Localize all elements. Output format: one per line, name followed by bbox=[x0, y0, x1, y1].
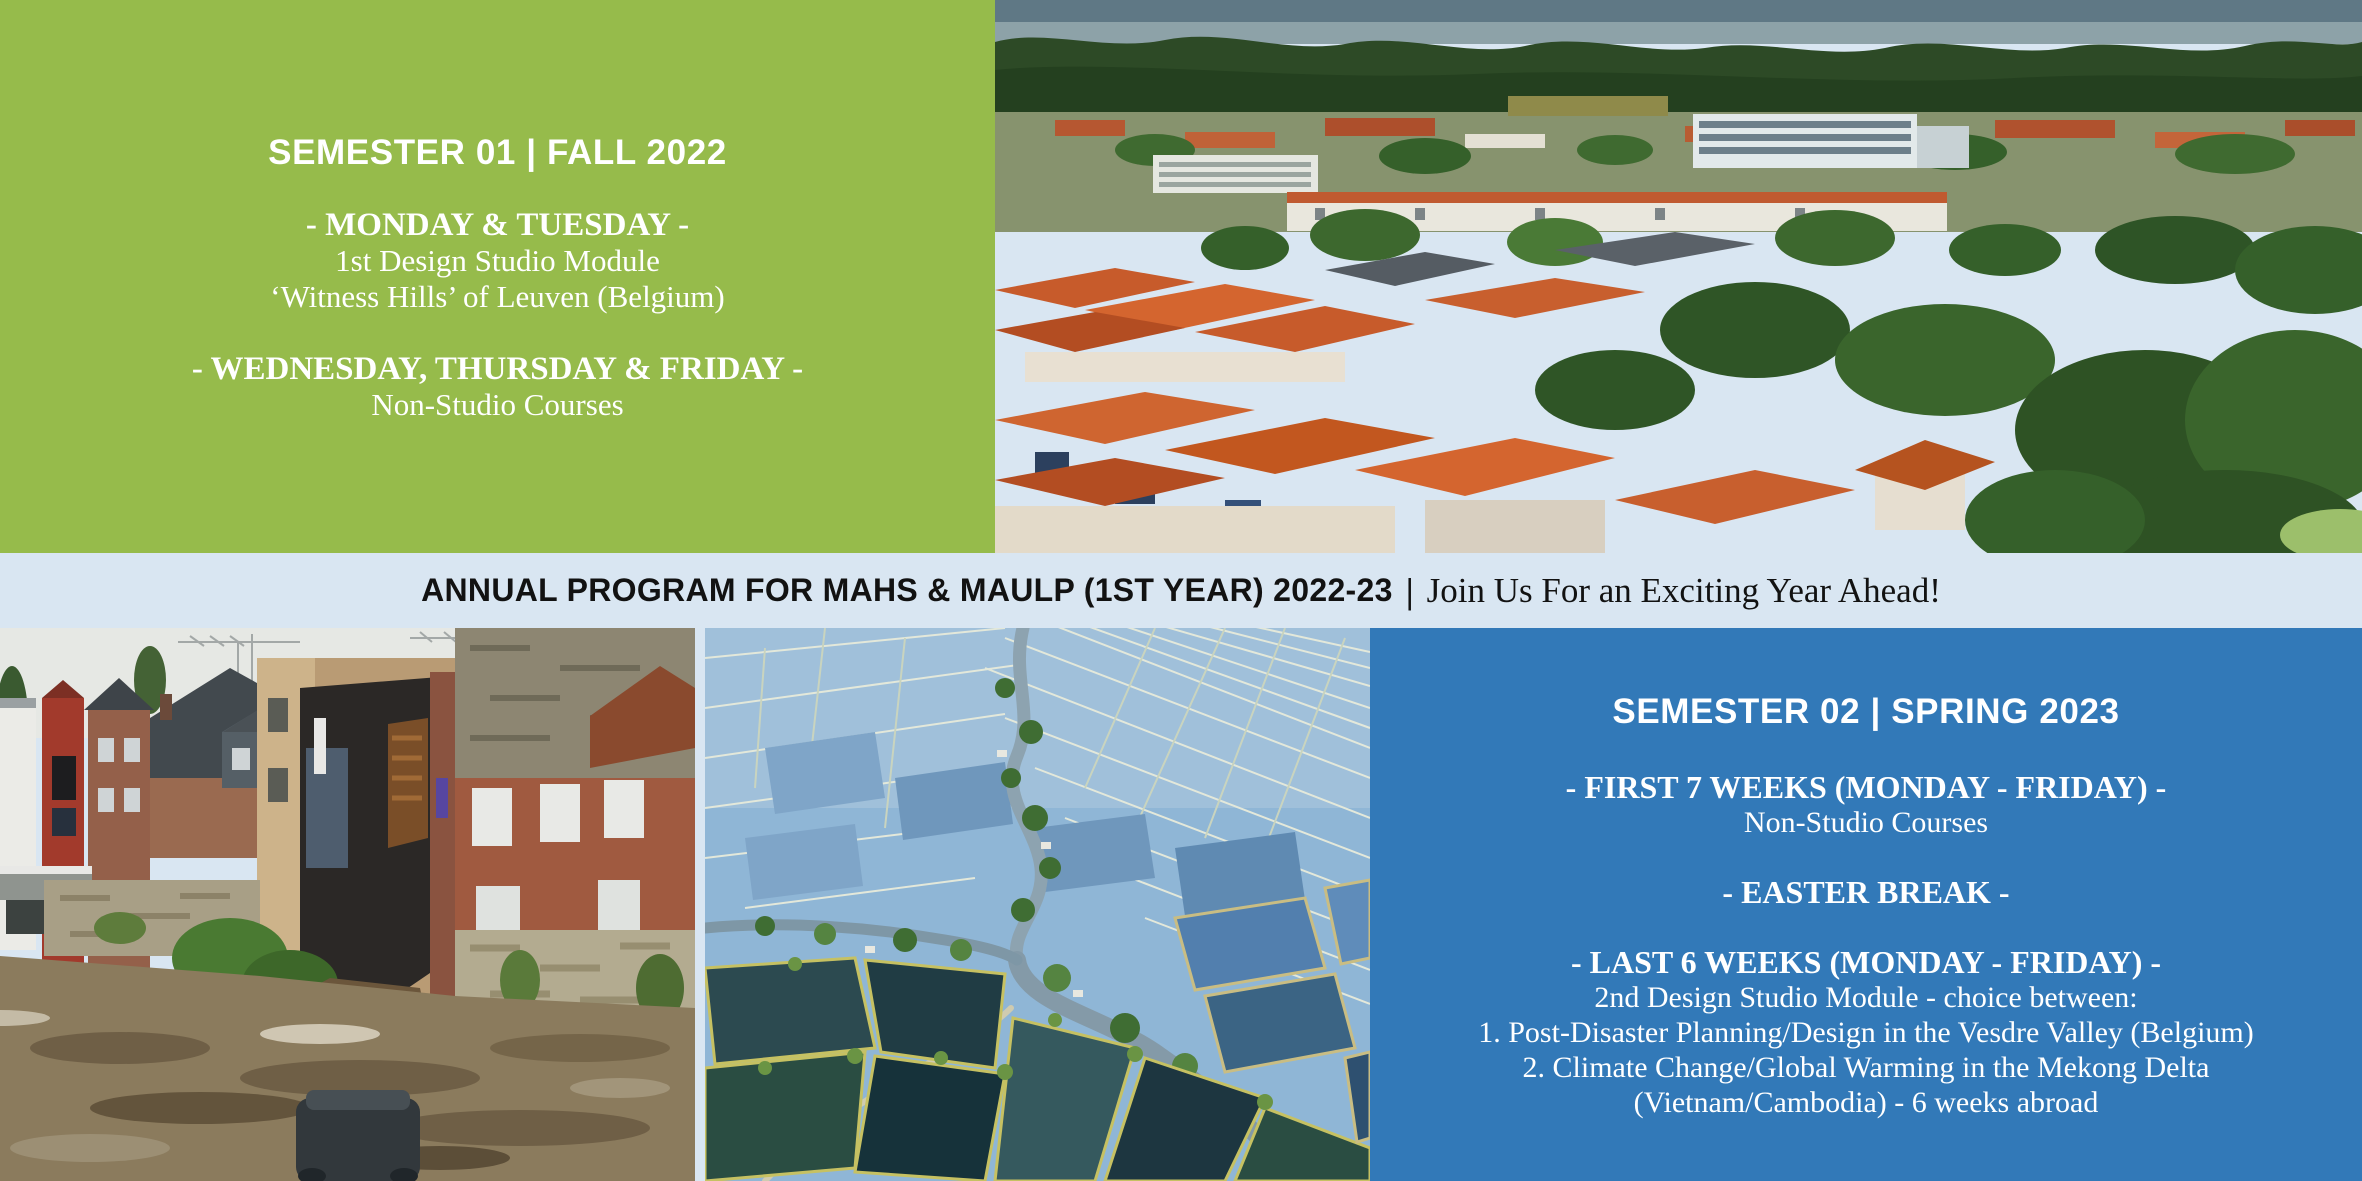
flood-right-building bbox=[455, 628, 695, 1026]
leuven-aerial-photo bbox=[995, 0, 2362, 553]
semester1-block2-heading: - WEDNESDAY, THURSDAY & FRIDAY - bbox=[191, 351, 804, 387]
semester2-block3-heading: - LAST 6 WEEKS (MONDAY - FRIDAY) - bbox=[1571, 944, 2161, 980]
annual-program-banner bbox=[0, 553, 2362, 628]
semester2-title: SEMESTER 02 | SPRING 2023 bbox=[1612, 692, 2120, 731]
spacer bbox=[1370, 840, 2362, 875]
banner-serif-text: Join Us For an Exciting Year Ahead! bbox=[1426, 570, 1941, 610]
semester2-panel bbox=[1370, 628, 2362, 1181]
semester1-panel bbox=[0, 0, 995, 553]
mekong-delta-photo bbox=[705, 628, 1370, 1181]
leuven-terraced-houses bbox=[995, 232, 2055, 553]
semester1-text bbox=[0, 135, 995, 423]
semester2-block3-line4: (Vietnam/Cambodia) - 6 weeks abroad bbox=[1633, 1086, 2099, 1119]
semester1-block1-line2: ‘Witness Hills’ of Leuven (Belgium) bbox=[270, 279, 725, 314]
spacer bbox=[0, 171, 995, 207]
semester1-block2-line1: Non-Studio Courses bbox=[371, 387, 624, 422]
semester2-block3-line2: 1. Post-Disaster Planning/Design in the Vesdre Valley (Belgium) bbox=[1478, 1016, 2254, 1049]
semester2-block1-heading: - FIRST 7 WEEKS (MONDAY - FRIDAY) - bbox=[1565, 769, 2167, 805]
semester2-text bbox=[1370, 694, 2362, 1120]
flood-trash-bin bbox=[296, 1090, 420, 1181]
semester1-title: SEMESTER 01 | FALL 2022 bbox=[268, 133, 727, 172]
banner-bold-text: ANNUAL PROGRAM FOR MAHS & MAULP (1ST YEAR) 2022-23 bbox=[421, 572, 1393, 608]
semester1-block1-heading: - MONDAY & TUESDAY - bbox=[305, 207, 690, 243]
semester2-block3-line1: 2nd Design Studio Module - choice between: bbox=[1594, 981, 2138, 1014]
semester2-block1-line1: Non-Studio Courses bbox=[1743, 806, 1989, 839]
spacer bbox=[1370, 910, 2362, 945]
banner-separator: | bbox=[1405, 570, 1414, 611]
spacer bbox=[1370, 729, 2362, 764]
semester1-block1-line1: 1st Design Studio Module bbox=[335, 243, 660, 278]
leuven-apartment-block bbox=[1153, 155, 1318, 193]
flood-damage-photo bbox=[0, 628, 695, 1181]
semester2-block2-heading: - EASTER BREAK - bbox=[1722, 874, 2010, 910]
semester2-block3-line3: 2. Climate Change/Global Warming in the Mekong Delta bbox=[1522, 1051, 2210, 1084]
spacer bbox=[0, 315, 995, 351]
